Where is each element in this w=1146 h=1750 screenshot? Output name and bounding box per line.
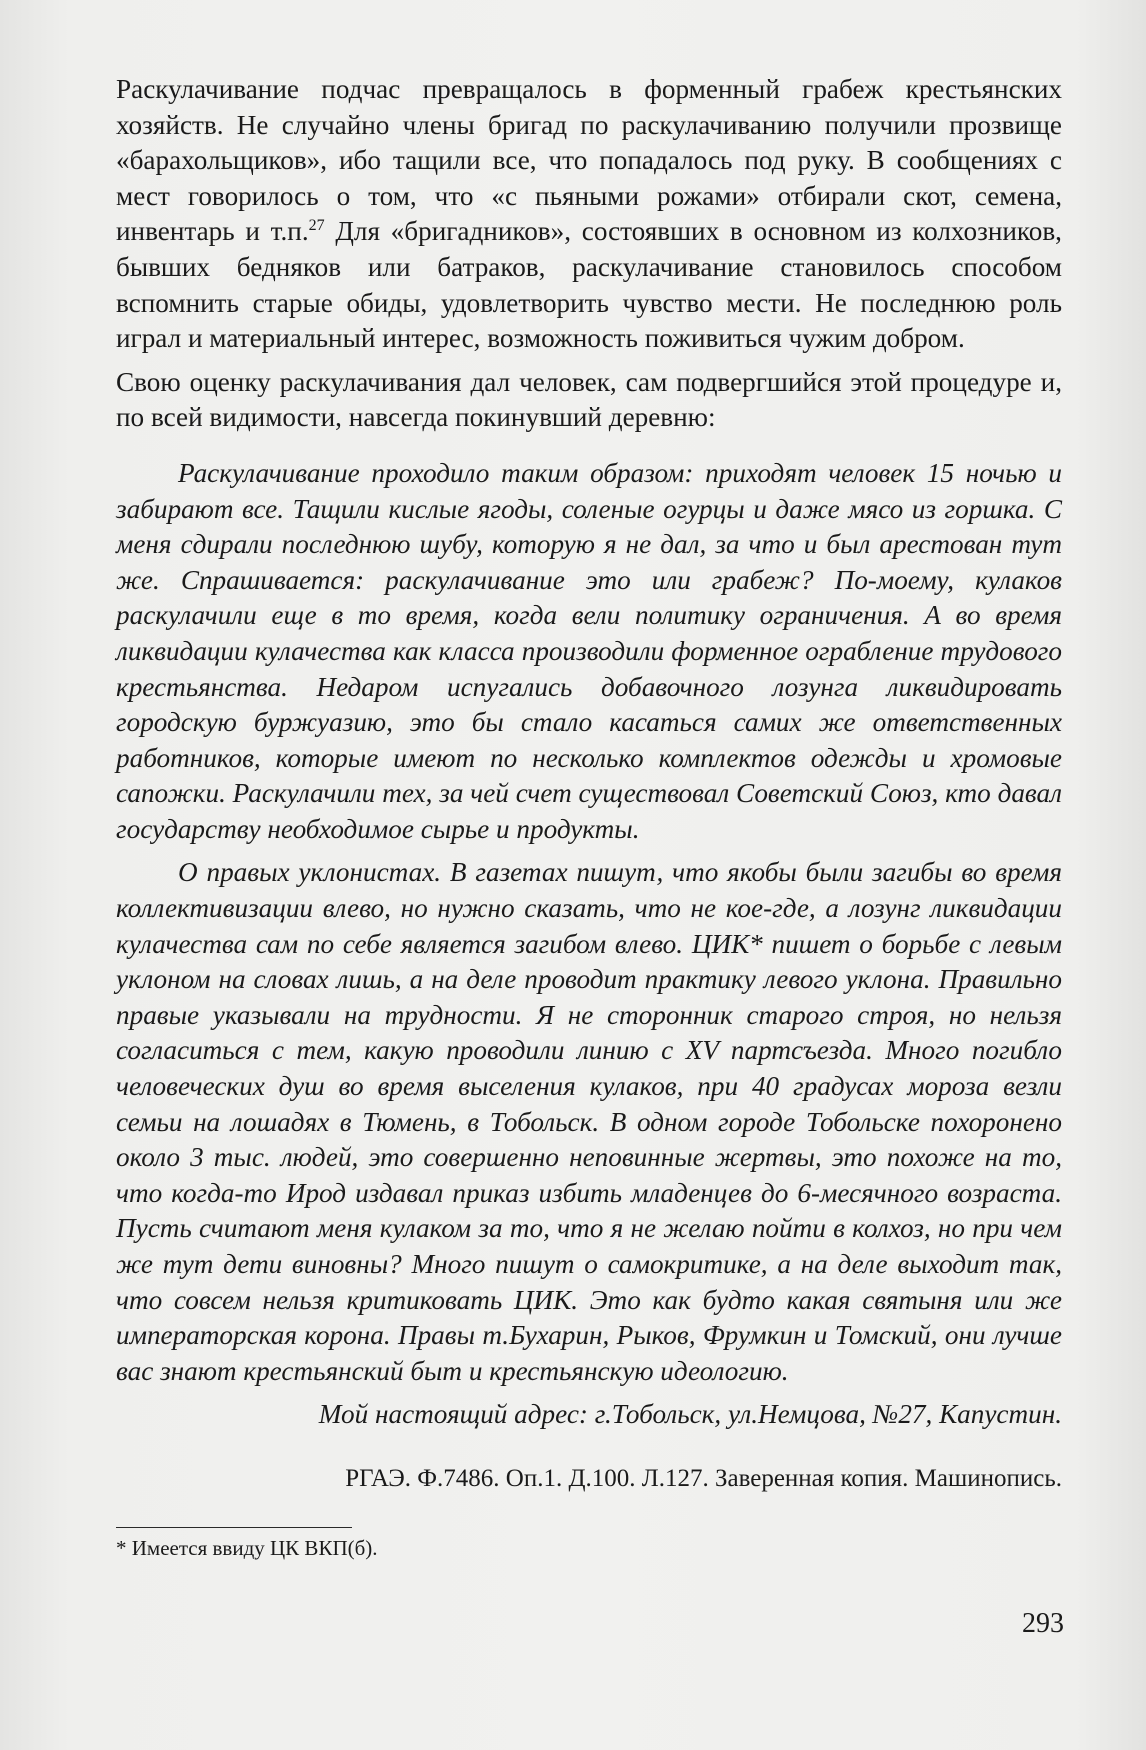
archive-source: РГАЭ. Ф.7486. Оп.1. Д.100. Л.127. Заверенная копия. Машинопись. (345, 1464, 1062, 1492)
quote-paragraph-1: Раскулачивание проходило таким образом: приходят человек 15 ночью и забирают все. Тащили кислые ягоды, соленые огурцы и даже мясо из горшка. С меня сдирали последнюю шубу, которую я не дал, за что и был арестован тут же. Спрашивается: раскулачивание это или грабеж? По-моему, кулаков раскулачили еще в то время, когда вели политику ограничения. А во время ликвидации кулачества как класса производили форменное ограбление трудового крестьянства. Недаром испугались добавочного лозунга ликвидировать городскую буржуазию, это бы стало касаться самих же ответственных работников, которые имеют по несколько комплектов одежды и хромовые сапожки. Раскулачили тех, за чей счет существовал Советский Союз, кто давал государству необходимое сырье и продукты. (116, 457, 1062, 844)
text-column (116, 72, 1062, 1562)
quote-paragraph-2: О правых уклонистах. В газетах пишут, что якобы были загибы во время коллективизации влево, но нужно сказать, что не кое-где, а лозунг ликвидации кулачества сам по себе является загибом влево. ЦИК* пишет о борьбе с левым уклоном на словах лишь, а на деле проводит практику левого уклона. Правильно правые указывали на трудности. Я не сторонник старого строя, но нельзя согласиться с тем, какую проводили линию с XV партсъезда. Много погибло человеческих душ во время выселения кулаков, при 40 градусах мороза везли семьи на лошадях в Тюмень, в Тобольск. В одном городе Тобольске похоронено около 3 тыс. людей, это совершенно неповинные жертвы, это похоже на то, что когда-то Ирод издавал приказ избить младенцев до 6-месячного возраста. Пусть считают меня кулаком за то, что я не желаю пойти в колхоз, но при чем же тут дети виновны? Много пишут о самокритике, а на деле выходит так, что совсем нельзя критиковать ЦИК. Это как будто какая святыня или же императорская корона. Правы т.Бухарин, Рыков, Фрумкин и Томский, они лучше вас знают крестьянский быт и крестьянскую идеологию. (116, 857, 1062, 1386)
paragraph-intro (116, 72, 1062, 357)
footnote: * Имеется ввиду ЦК ВКП(б). (116, 1535, 378, 1560)
quoted-letter (116, 456, 1062, 1433)
page-number: 293 (1022, 1608, 1064, 1639)
footnote-ref-27: 27 (308, 217, 325, 235)
quote-address: Мой настоящий адрес: г.Тобольск, ул.Немцова, №27, Капустин. (318, 1399, 1062, 1430)
paragraph-intro-part-a: Раскулачивание подчас превращалось в форменный грабеж крестьянских хозяйств. Не случайно члены бригад по раскулачиванию получили прозвище «барахольщиков», ибо тащили все, что попадалось под руку. В сообщениях с мест говорилось о том, что «с пьяными рожами» отбирали скот, семена, инвентарь и т.п. (116, 74, 1062, 247)
paragraph-lead-in: Свою оценку раскулачивания дал человек, сам подвергшийся этой процедуре и, по всей видимости, навсегда покинувший деревню: (116, 366, 1062, 433)
footnote-divider (116, 1527, 352, 1528)
paragraph-intro-part-b: Для «бригадников», состоявших в основном из колхозников, бывших бедняков или батраков, раскулачивание становилось способом вспомнить старые обиды, удовлетворить чувство мести. Не последнюю роль играл и материальный интерес, возможность поживиться чужим добром. (116, 216, 1062, 354)
